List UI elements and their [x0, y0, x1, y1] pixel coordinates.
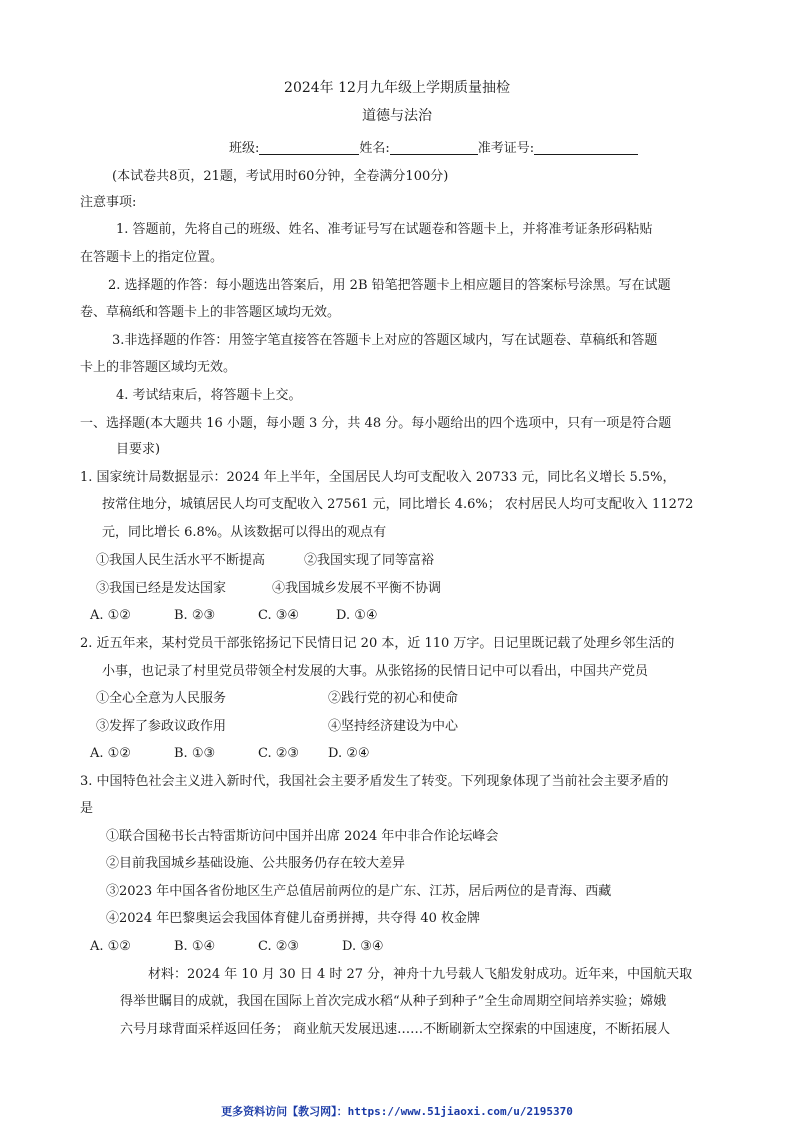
student-info-row — [229, 140, 638, 158]
footer-link[interactable]: 更多资料访问【教习网】：https://www.51jiaoxi.com/u/2195370 — [221, 1105, 573, 1118]
q3-statement-1: ①联合国秘书长古特雷斯访问中国并出席 2024 年中非合作论坛峰会 — [106, 829, 499, 844]
note-1-line-2: 在答题卡上的指定位置。 — [80, 250, 224, 265]
section-1-line-2: 目要求) — [116, 442, 161, 457]
material-line-2: 得举世瞩目的成就，我国在国际上首次完成水稻“从种子到种子”全生命周期空间培养实验；嫦娥 — [120, 994, 667, 1009]
q3-option-d[interactable]: D. ③④ — [342, 939, 384, 954]
exam-info: (本试卷共8页，21题，考试用时60分钟，全卷满分100分) — [112, 169, 449, 184]
material-line-3: 六号月球背面采样返回任务； 商业航天发展迅速……不断刷新太空探索的中国速度，不断拓展人 — [120, 1022, 671, 1037]
q1-statement-1: ①我国人民生活水平不断提高 — [96, 553, 266, 568]
id-field — [534, 140, 638, 155]
q3-option-a[interactable]: A. ①② — [90, 939, 131, 954]
exam-title: 2024年 12月九年级上学期质量抽检 — [284, 80, 510, 96]
q3-stem-line-1: 3. 中国特色社会主义进入新时代，我国社会主要矛盾发生了转变。下列现象体现了当前社会主要矛盾的 — [80, 774, 669, 789]
material-line-1: 材料：2024 年 10 月 30 日 4 时 27 分，神舟十九号载人飞船发射成功。近年来，中国航天取 — [148, 967, 693, 982]
note-2-line-1: 2. 选择题的作答：每小题选出答案后，用 2B 铅笔把答题卡上相应题目的答案标号涂黑。写在试题 — [108, 278, 671, 293]
q3-option-c[interactable]: C. ②③ — [258, 939, 300, 954]
q2-statement-1: ①全心全意为人民服务 — [96, 691, 227, 706]
q1-stem-line-2: 按常住地分，城镇居民人均可支配收入 27561 元，同比增长 4.6%； 农村居民人均可支配收入 11272 — [102, 497, 694, 512]
q3-stem-line-2: 是 — [80, 801, 94, 816]
section-1-line-1: 一、选择题(本大题共 16 小题，每小题 3 分，共 48 分。每小题给出的四个选项中，只有一项是符合题 — [80, 416, 672, 431]
class-label: 班级: — [229, 141, 260, 156]
q1-options — [90, 607, 378, 625]
subject-title: 道德与法治 — [362, 108, 432, 124]
q2-stem-line-1: 2. 近五年来，某村党员干部张铭扬记下民情日记 20 本，近 110 万字。日记里既记载了处理乡邻生活的 — [80, 636, 675, 651]
note-4: 4. 考试结束后，将答题卡上交。 — [116, 388, 302, 403]
q2-statement-4: ④坚持经济建设为中心 — [328, 719, 459, 734]
q2-options — [90, 745, 370, 763]
q2-statement-2: ②践行党的初心和使命 — [328, 691, 459, 706]
q1-option-a[interactable]: A. ①② — [90, 608, 131, 623]
q2-option-d[interactable]: D. ②④ — [328, 746, 370, 761]
q1-option-d[interactable]: D. ①④ — [336, 608, 378, 623]
q1-stem-line-3: 元，同比增长 6.8%。从该数据可以得出的观点有 — [102, 525, 387, 540]
q3-options — [90, 938, 384, 956]
q1-statement-4: ④我国城乡发展不平衡不协调 — [272, 581, 442, 596]
note-3-line-2: 卡上的非答题区域均无效。 — [80, 360, 237, 375]
name-label: 姓名: — [359, 141, 390, 156]
notes-heading: 注意事项: — [80, 195, 137, 210]
name-field — [390, 140, 478, 155]
note-3-line-1: 3.非选择题的作答：用签字笔直接答在答题卡上对应的答题区域内，写在试题卷、草稿纸和答题 — [112, 333, 658, 348]
note-1-line-1: 1. 答题前，先将自己的班级、姓名、准考证号写在试题卷和答题卡上，并将准考证条形码粘贴 — [116, 222, 653, 237]
q1-option-b[interactable]: B. ②③ — [174, 608, 216, 623]
q1-statement-3: ③我国已经是发达国家 — [96, 581, 227, 596]
q2-option-c[interactable]: C. ②③ — [258, 746, 300, 761]
q1-option-c[interactable]: C. ③④ — [258, 608, 300, 623]
q2-statement-3: ③发挥了参政议政作用 — [96, 719, 227, 734]
q2-stem-line-2: 小事，也记录了村里党员带领全村发展的大事。从张铭扬的民情日记中可以看出，中国共产党员 — [102, 664, 649, 679]
class-field — [259, 140, 359, 155]
q3-statement-4: ④2024 年巴黎奥运会我国体育健儿奋勇拼搏，共夺得 40 枚金牌 — [106, 911, 481, 926]
q3-option-b[interactable]: B. ①④ — [174, 939, 216, 954]
q1-statement-2: ②我国实现了同等富裕 — [304, 553, 435, 568]
q2-option-a[interactable]: A. ①② — [90, 746, 131, 761]
q2-option-b[interactable]: B. ①③ — [174, 746, 216, 761]
q1-stem-line-1: 1. 国家统计局数据显示：2024 年上半年，全国居民人均可支配收入 20733 元，同比名义增长 5.5%， — [80, 470, 676, 485]
note-2-line-2: 卷、草稿纸和答题卡上的非答题区域均无效。 — [80, 305, 341, 320]
id-label: 准考证号: — [477, 141, 535, 156]
q3-statement-3: ③2023 年中国各省份地区生产总值居前两位的是广东、江苏，居后两位的是青海、西藏 — [106, 884, 612, 899]
q3-statement-2: ②目前我国城乡基础设施、公共服务仍存在较大差异 — [106, 856, 406, 871]
